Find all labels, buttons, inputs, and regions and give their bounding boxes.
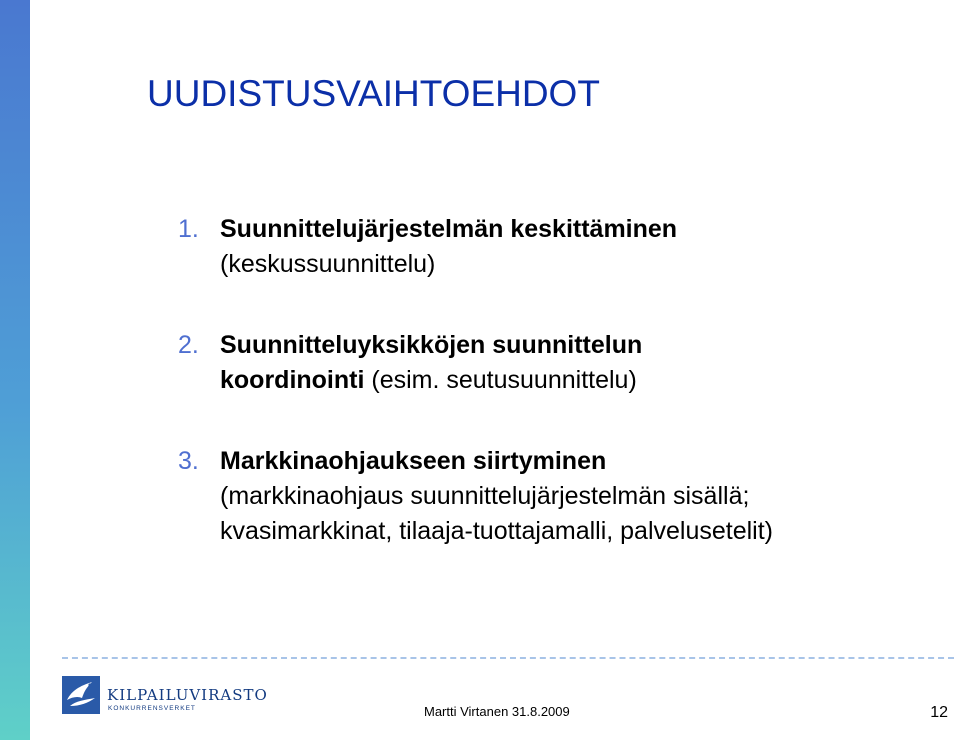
item-bold-text: Markkinaohjaukseen siirtyminen (220, 447, 607, 475)
item-normal-text: kvasimarkkinat, tilaaja-tuottajamalli, palvelusetelit) (220, 517, 774, 545)
item-line (220, 479, 938, 514)
item-line (220, 444, 938, 479)
item-line (220, 247, 938, 282)
list-item (178, 444, 938, 549)
item-bold-text: Suunnitteluyksikköjen suunnittelun (220, 331, 643, 359)
item-normal-text: (markkinaohjaus suunnittelujärjestelmän sisällä; (220, 482, 750, 510)
item-number: 3. (178, 447, 199, 475)
item-line (220, 363, 938, 398)
slide-title: UUDISTUSVAIHTOEHDOT (147, 73, 600, 114)
bird-emblem-icon (62, 676, 100, 714)
item-line (220, 328, 938, 363)
footer-divider (62, 657, 954, 659)
item-list (178, 212, 938, 549)
item-normal-text: (esim. seutusuunnittelu) (364, 366, 637, 394)
list-item (178, 328, 938, 398)
logo-subtitle: KONKURRENSVERKET (108, 705, 196, 712)
item-normal-text: (keskussuunnittelu) (220, 250, 436, 278)
item-line (220, 212, 938, 247)
item-bold-text: Suunnittelujärjestelmän keskittäminen (220, 215, 678, 243)
list-item (178, 212, 938, 282)
kilpailuvirasto-logo (62, 676, 268, 718)
item-line (220, 514, 938, 549)
item-bold-text: koordinointi (220, 366, 365, 394)
page-number: 12 (930, 704, 948, 721)
item-number: 2. (178, 331, 199, 359)
side-accent-bar (0, 0, 30, 740)
footer-author-date: Martti Virtanen 31.8.2009 (424, 704, 570, 719)
logo-name: KILPAILUVIRASTO (107, 686, 268, 704)
item-number: 1. (178, 215, 199, 243)
